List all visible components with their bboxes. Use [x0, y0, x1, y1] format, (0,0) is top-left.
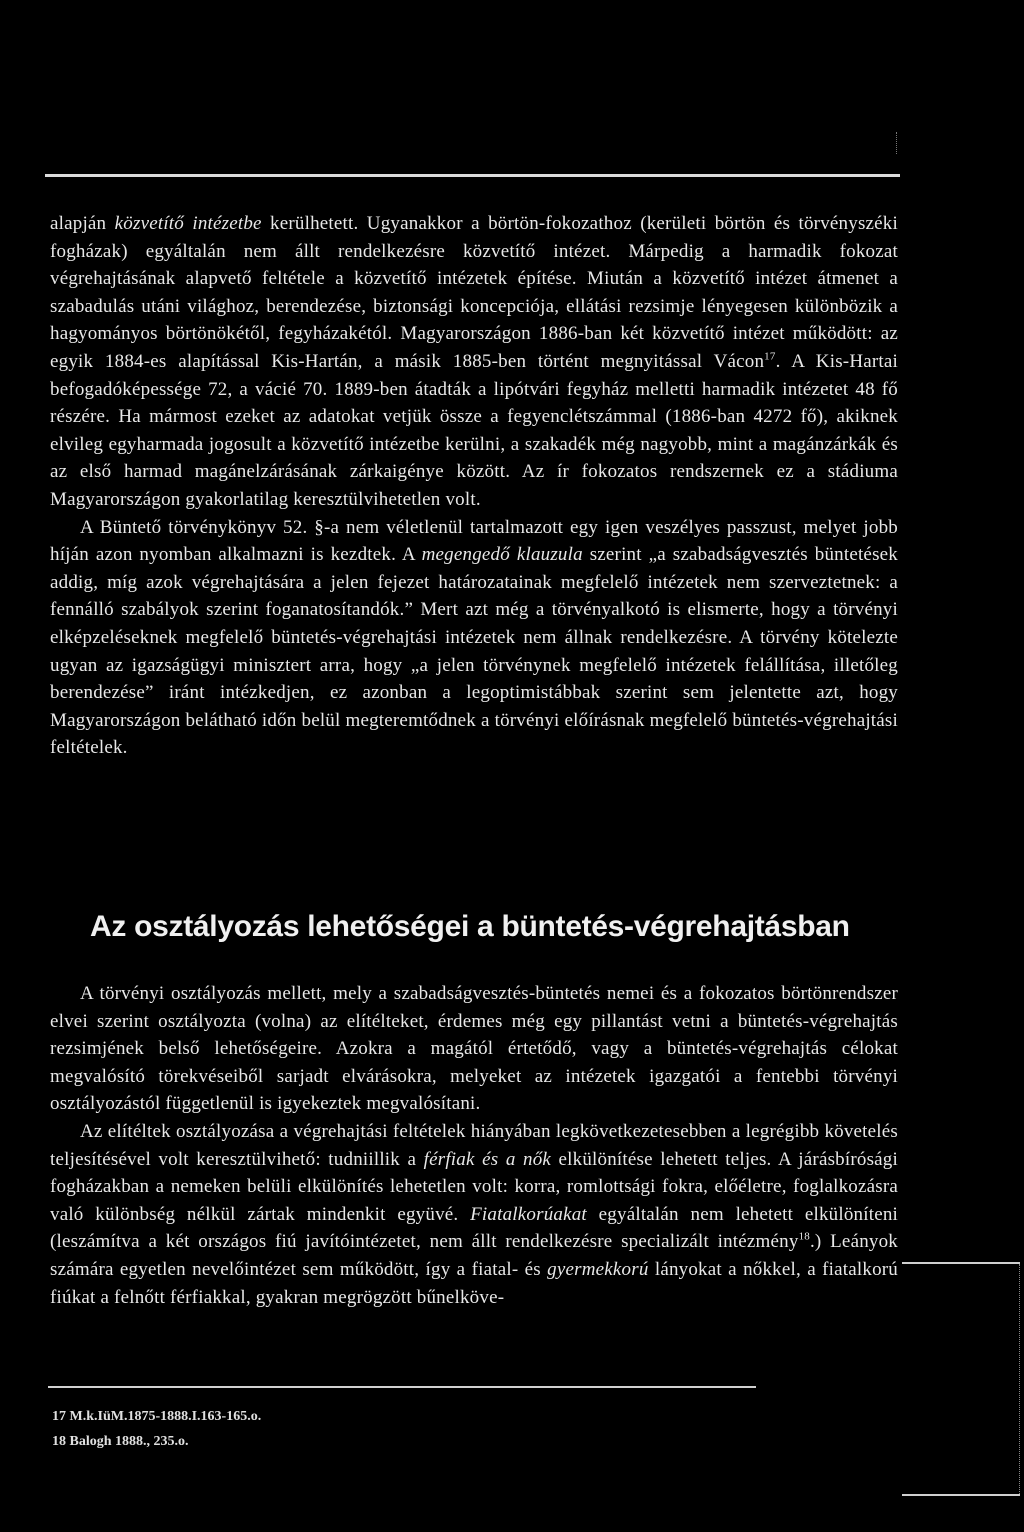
text-run: .) Leányok számára egyetlen nevelőintézet sem működött, így a fiatal- és: [50, 1231, 898, 1280]
footnote-ref: 17: [764, 350, 776, 363]
text-run: Az elítéltek osztályozása a végrehajtási feltételek hiányában legkövetkezetesebben a legrégibb követelés teljesítésével volt keresztülvihető: tudniillik a: [50, 1120, 898, 1170]
text-run: alapján: [50, 213, 115, 234]
body-text-lower: [50, 980, 898, 1311]
text-run: egyáltalán nem lehetett elkülöníteni (leszámítva a két országos fiú javítóintézetet, nem állt rendelkezésre specializált intézmény: [50, 1203, 899, 1253]
text-run: szerint „a szabadságvesztés büntetések addig, míg azok végrehajtására a jelen fejezet határozatainak megfelelő intézetek nem szerveztetnek: a fennálló szabályok szerint foganatosítandók.” Mert azt még a törvényalkotó is elismerte, hogy a törvényi elképzeléseknek megfelelő büntetés-végrehajtási intézetek nem állnak rendelkezésre. A törvény kötelezte ugyan az igazságügyi minisztert arra, hogy „a jelen törvénynek megfelelő intézetek felállítása, illetőleg berendezése” iránt intézkedjen, ez azonban a legoptimistábbak szerint sem jelentette azt, hogy Magyarországon belátható időn belül megteremtődnek a törvényi előírásnak megfelelő büntetés-végrehajtási feltételek.: [50, 544, 898, 759]
paragraph: [50, 210, 898, 514]
italic-text: gyermekkorú: [547, 1258, 649, 1280]
paragraph: [50, 1118, 898, 1311]
paragraph: [50, 980, 898, 1118]
footnote-ref: 18: [798, 1231, 810, 1244]
text-run: kerülhetett. Ugyanakkor a börtön-fokozathoz (kerületi börtön és törvényszéki fogházak) egyáltalán nem állt rendelkezésre közvetítő intézet. Márpedig a harmadik fokozat végrehajtásának alapvető feltétele a közvetítő intézetek építése. Miután a közvetítő intézet átmenet a szabadulás utáni világhoz, berendezése, biztonsági koncepciója, ellátási rezsimje lényegesen különbözik a hagyományos börtönökétől, fegyházakétól. Magyarországon 1886-ban két közvetítő intézet működött: az egyik 1884-es alapítással Kis-Hartán, a másik 1885-ben történt megnyitással Vácon: [50, 213, 898, 372]
page-edge-frame: [902, 1262, 1020, 1496]
text-run: A törvényi osztályozás mellett, mely a szabadságvesztés-büntetés nemei és a fokozatos börtönrendszer elvei szerint osztályozta (volna) az elítélteket, érdemes még egy pillantást vetni a büntetés-végrehajtás rezsimjének belső lehetőségeire. Azokra a magától értetődő, vagy a büntetés-végrehajtás célokat megvalósító törekvéseiből sarjadt elvárásokra, melyeket az intézetek igazgatói a fentebbi törvényi osztályozástól függetlenül is igyekeztek megvalósítani.: [50, 983, 898, 1115]
italic-text: Fiatalkorúakat: [470, 1203, 587, 1225]
section-heading: Az osztályozás lehetőségei a büntetés-végrehajtásban: [90, 910, 850, 943]
footnotes: [52, 1404, 652, 1454]
header-rule: [45, 174, 900, 177]
italic-text: közvetítő intézetbe: [114, 213, 262, 234]
footnote-17: 17 M.k.IüM.1875-1888.I.163-165.o.: [52, 1409, 262, 1424]
body-text-upper: [50, 210, 898, 762]
text-run: A Büntető törvénykönyv 52. §-a nem véletlenül tartalmazott egy igen veszélyes passzust, melyet jobb híján azon nyomban alkalmazni is kezdtek. A: [50, 516, 898, 566]
italic-text: megengedő klauzula: [421, 544, 583, 566]
italic-text: férfiak és a nők: [423, 1148, 552, 1170]
footnote-rule: [48, 1386, 756, 1388]
text-run: lányokat a nőkkel, a fiatalkorú fiúkat a felnőtt férfiakkal, gyakran megrögzött bűnelköve-: [50, 1258, 899, 1308]
scan-mark: [896, 132, 898, 154]
text-run: elkülönítése lehetett teljes. A járásbírósági fogházakban a nemeken belüli elkülönítés lehetetlen volt: korra, romlottsági fokra, előéletre, foglalkozásra való különbség nélkül zártak mindenkit együvé.: [50, 1148, 898, 1225]
paragraph: [50, 514, 898, 762]
text-run: . A Kis-Hartai befogadóképessége 72, a vácié 70. 1889-ben átadták a lipótvári fegyház melletti harmadik intézetet 48 fő részére. Ha mármost ezeket az adatokat vetjük össze a fegyenclétszámmal (1886-ban 4272 fő), akiknek elvileg egyharmada jogosult a közvetítő intézetbe kerülni, a szakadék még nagyobb, mint a magánzárkák és az első harmad magánelzárásának zárkaigénye között. Az ír fokozatos rendszernek ez a stádiuma Magyarországon gyakorlatilag keresztülvihetetlen volt.: [50, 350, 898, 510]
footnote-18: 18 Balogh 1888., 235.o.: [52, 1434, 189, 1449]
